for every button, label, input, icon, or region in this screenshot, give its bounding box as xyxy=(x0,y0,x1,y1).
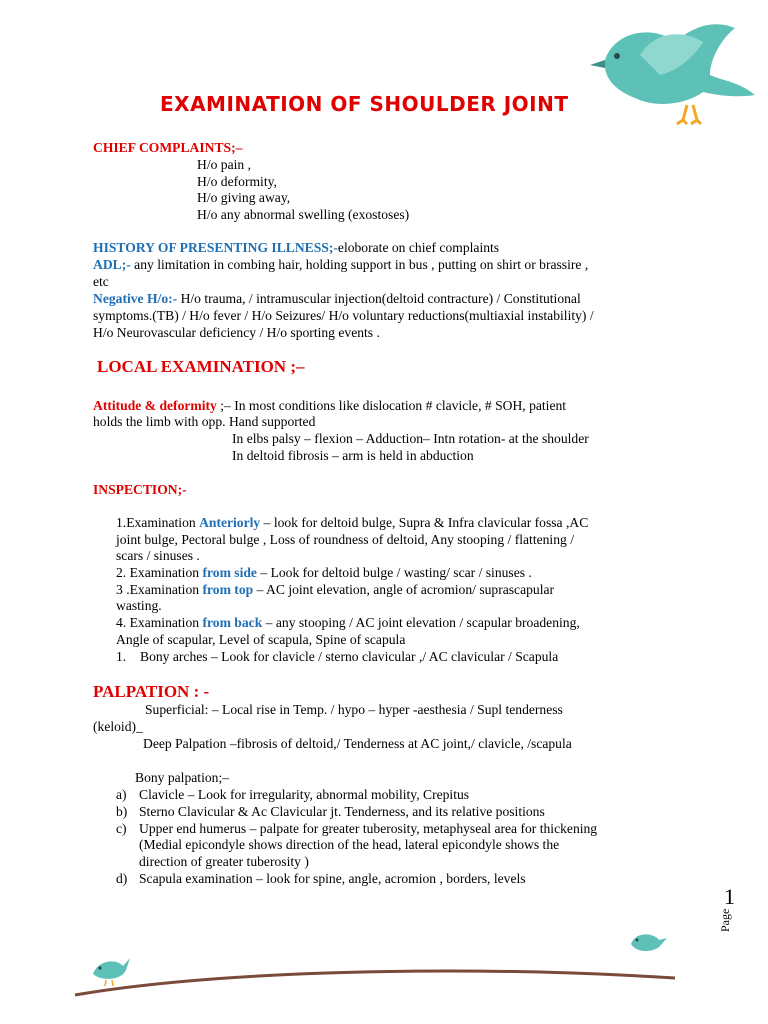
list-item: Clavicle – Look for irregularity, abnormal mobility, Crepitus xyxy=(139,787,470,802)
chief-complaints-heading: CHIEF COMPLAINTS;– xyxy=(93,140,243,155)
list-item: direction of greater tuberosity ) xyxy=(139,854,309,869)
inspection-keyword: from side xyxy=(202,565,257,580)
palpation-superficial: Superficial: – Local rise in Temp. / hypo – hyper -aesthesia / Supl tenderness xyxy=(145,702,563,717)
branch-illustration-icon xyxy=(70,960,680,1005)
negative-line xyxy=(93,291,581,307)
hpi-label: HISTORY OF PRESENTING ILLNESS;- xyxy=(93,240,338,255)
inspection-anterior xyxy=(116,515,588,531)
attitude-label: Attitude & deformity xyxy=(93,398,217,413)
inspection-text: 4. Examination xyxy=(116,615,203,630)
inspection-keyword: Anteriorly xyxy=(199,515,261,530)
bird-illustration-icon xyxy=(585,20,760,130)
palpation-deep: Deep Palpation –fibrosis of deltoid,/ Tenderness at AC joint,/ clavicle, /scapula xyxy=(143,736,572,751)
inspection-back xyxy=(116,615,580,631)
adl-text: any limitation in combing hair, holding support in bus , putting on shirt or brassire , xyxy=(130,257,589,272)
list-marker: d) xyxy=(116,871,128,886)
local-examination-heading: LOCAL EXAMINATION ;– xyxy=(97,357,305,376)
inspection-keyword: from back xyxy=(202,615,263,630)
list-marker: a) xyxy=(116,787,127,802)
inspection-anterior-3: scars / sinuses . xyxy=(116,548,200,563)
list-marker: c) xyxy=(116,821,127,836)
palpation-superficial-2: (keloid)_ xyxy=(93,719,143,734)
list-item: Sterno Clavicular & Ac Clavicular jt. Tenderness, and its relative positions xyxy=(139,804,545,819)
inspection-text: 3 .Examination xyxy=(116,582,203,597)
inspection-heading: INSPECTION;- xyxy=(93,482,187,497)
adl-text-cont: etc xyxy=(93,274,109,289)
adl-label: ADL;- xyxy=(93,257,131,272)
inspection-text: 2. Examination xyxy=(116,565,203,580)
list-item: H/o giving away, xyxy=(197,190,291,205)
inspection-text: – look for deltoid bulge, Supra & Infra clavicular fossa ,AC xyxy=(260,515,589,530)
negative-label: Negative H/o:- xyxy=(93,291,178,306)
inspection-text: – AC joint elevation, angle of acromion/ suprascapular xyxy=(253,582,555,597)
inspection-back-2: Angle of scapular, Level of scapula, Spine of scapula xyxy=(116,632,406,647)
list-item: Scapula examination – look for spine, angle, acromion , borders, levels xyxy=(139,871,526,886)
attitude-text-4: In deltoid fibrosis – arm is held in abduction xyxy=(232,448,474,463)
list-marker: b) xyxy=(116,804,128,819)
negative-text-3: H/o Neurovascular deficiency / H/o sporting events . xyxy=(93,325,380,340)
inspection-anterior-2: joint bulge, Pectoral bulge , Loss of roundness of deltoid, Any stooping / flattening / xyxy=(116,532,574,547)
attitude-text-2: holds the limb with opp. Hand supported xyxy=(93,414,316,429)
list-item: H/o pain , xyxy=(197,157,251,172)
list-item: Upper end humerus – palpate for greater tuberosity, metaphyseal area for thickening xyxy=(139,821,598,836)
small-bird-icon xyxy=(88,952,133,987)
attitude-text-3: In elbs palsy – flexion – Adduction– Intn rotation- at the shoulder xyxy=(232,431,589,446)
negative-text: H/o trauma, / intramuscular injection(deltoid contracture) / Constitutional xyxy=(177,291,581,306)
page-title: EXAMINATION OF SHOULDER JOINT xyxy=(160,92,569,116)
palpation-heading: PALPATION : - xyxy=(93,682,210,701)
list-item: (Medial epicondyle shows direction of the head, lateral epicondyle shows the xyxy=(139,837,560,852)
inspection-text: – Look for deltoid bulge / wasting/ scar / sinuses . xyxy=(256,565,532,580)
inspection-bony-arches: Bony arches – Look for clavicle / sterno clavicular ,/ AC clavicular / Scapula xyxy=(140,649,559,664)
list-item: H/o deformity, xyxy=(197,174,277,189)
hpi-text: eloborate on chief complaints xyxy=(337,240,500,255)
page-label: Page xyxy=(718,908,732,932)
inspection-text: – any stooping / AC joint elevation / scapular broadening, xyxy=(262,615,580,630)
attitude-text: ;– In most conditions like dislocation # clavicle, # SOH, patient xyxy=(216,398,567,413)
inspection-side xyxy=(116,565,532,581)
hpi-line xyxy=(93,240,499,256)
inspection-top-2: wasting. xyxy=(116,598,162,613)
small-bird-icon xyxy=(627,928,669,958)
inspection-text: 1.Examination xyxy=(116,515,200,530)
page-number-value: 1 xyxy=(724,884,735,909)
negative-text-2: symptoms.(TB) / H/o fever / H/o Seizures/ H/o voluntary reductions(multiaxial instability) / xyxy=(93,308,594,323)
list-item: H/o any abnormal swelling (exostoses) xyxy=(197,207,410,222)
bony-palpation-heading: Bony palpation;– xyxy=(135,770,230,785)
attitude-line xyxy=(93,398,566,414)
inspection-bony-marker: 1. xyxy=(116,649,127,664)
adl-line xyxy=(93,257,588,273)
inspection-keyword: from top xyxy=(202,582,254,597)
inspection-top xyxy=(116,582,554,598)
